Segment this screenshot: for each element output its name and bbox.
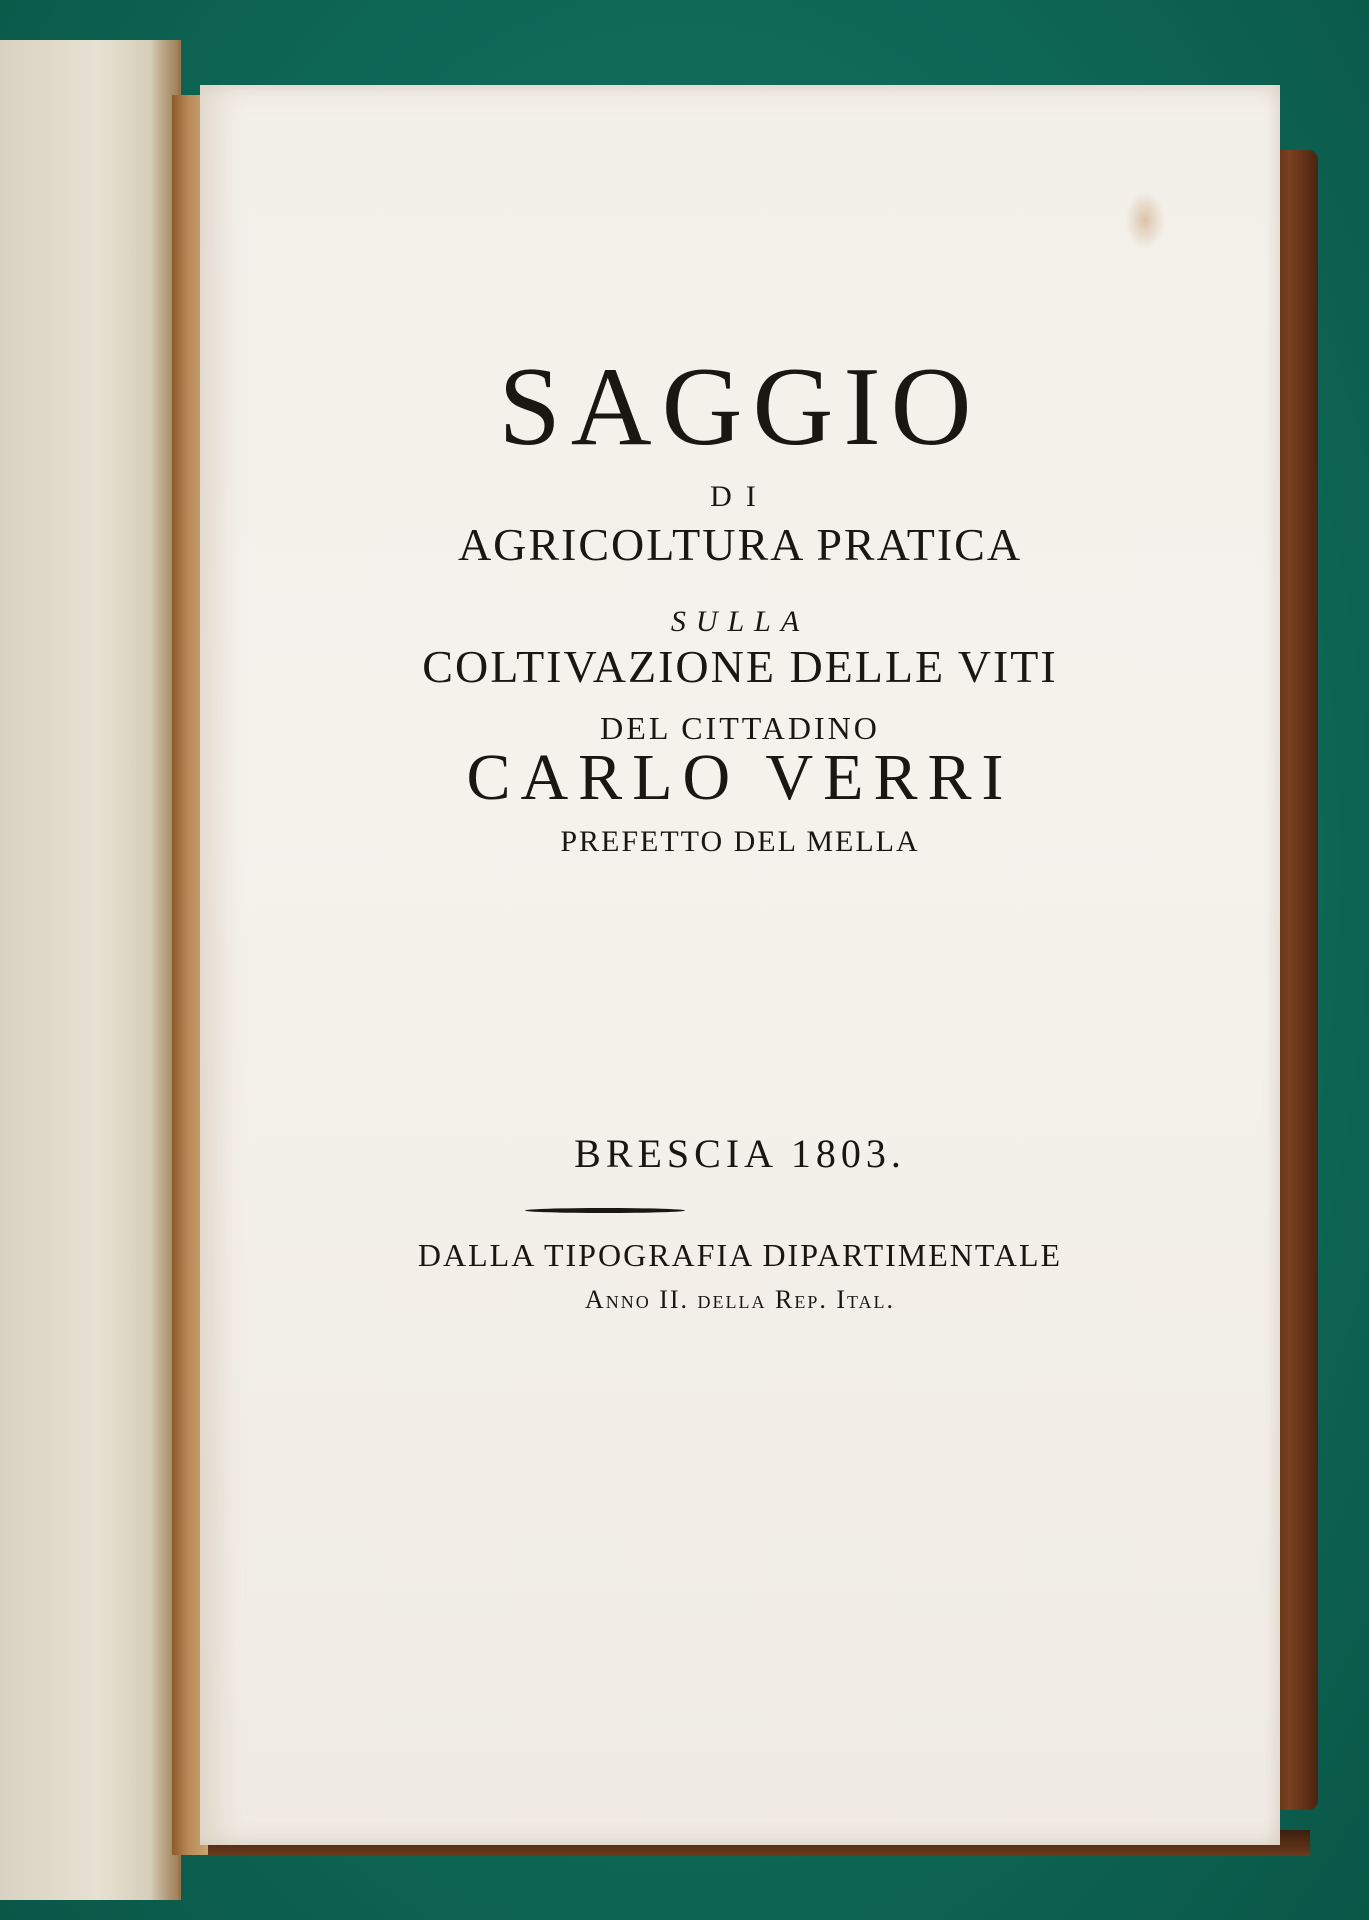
- imprint-printer: DALLA TIPOGRAFIA DIPARTIMENTALE: [417, 1237, 1063, 1273]
- title-page: [200, 85, 1280, 1845]
- foxing-stain: [1125, 190, 1165, 250]
- imprint-rule: [525, 1208, 685, 1213]
- author-prefix: DEL CITTADINO: [600, 710, 880, 746]
- book-title: SAGGIO: [498, 345, 982, 469]
- title-connector-sulla: SULLA: [670, 605, 810, 638]
- author-title: PREFETTO DEL MELLA: [560, 825, 920, 858]
- subtitle-line-2: COLTIVAZIONE DELLE VITI: [422, 641, 1058, 692]
- front-leaf: [0, 40, 181, 1900]
- imprint-place-year: BRESCIA 1803.: [574, 1131, 906, 1176]
- author-name: CARLO VERRI: [466, 741, 1014, 814]
- subtitle-line-1: AGRICOLTURA PRATICA: [457, 519, 1023, 570]
- title-connector-di: DI: [710, 480, 770, 513]
- imprint-anno: Anno II. della Rep. Ital.: [584, 1285, 896, 1314]
